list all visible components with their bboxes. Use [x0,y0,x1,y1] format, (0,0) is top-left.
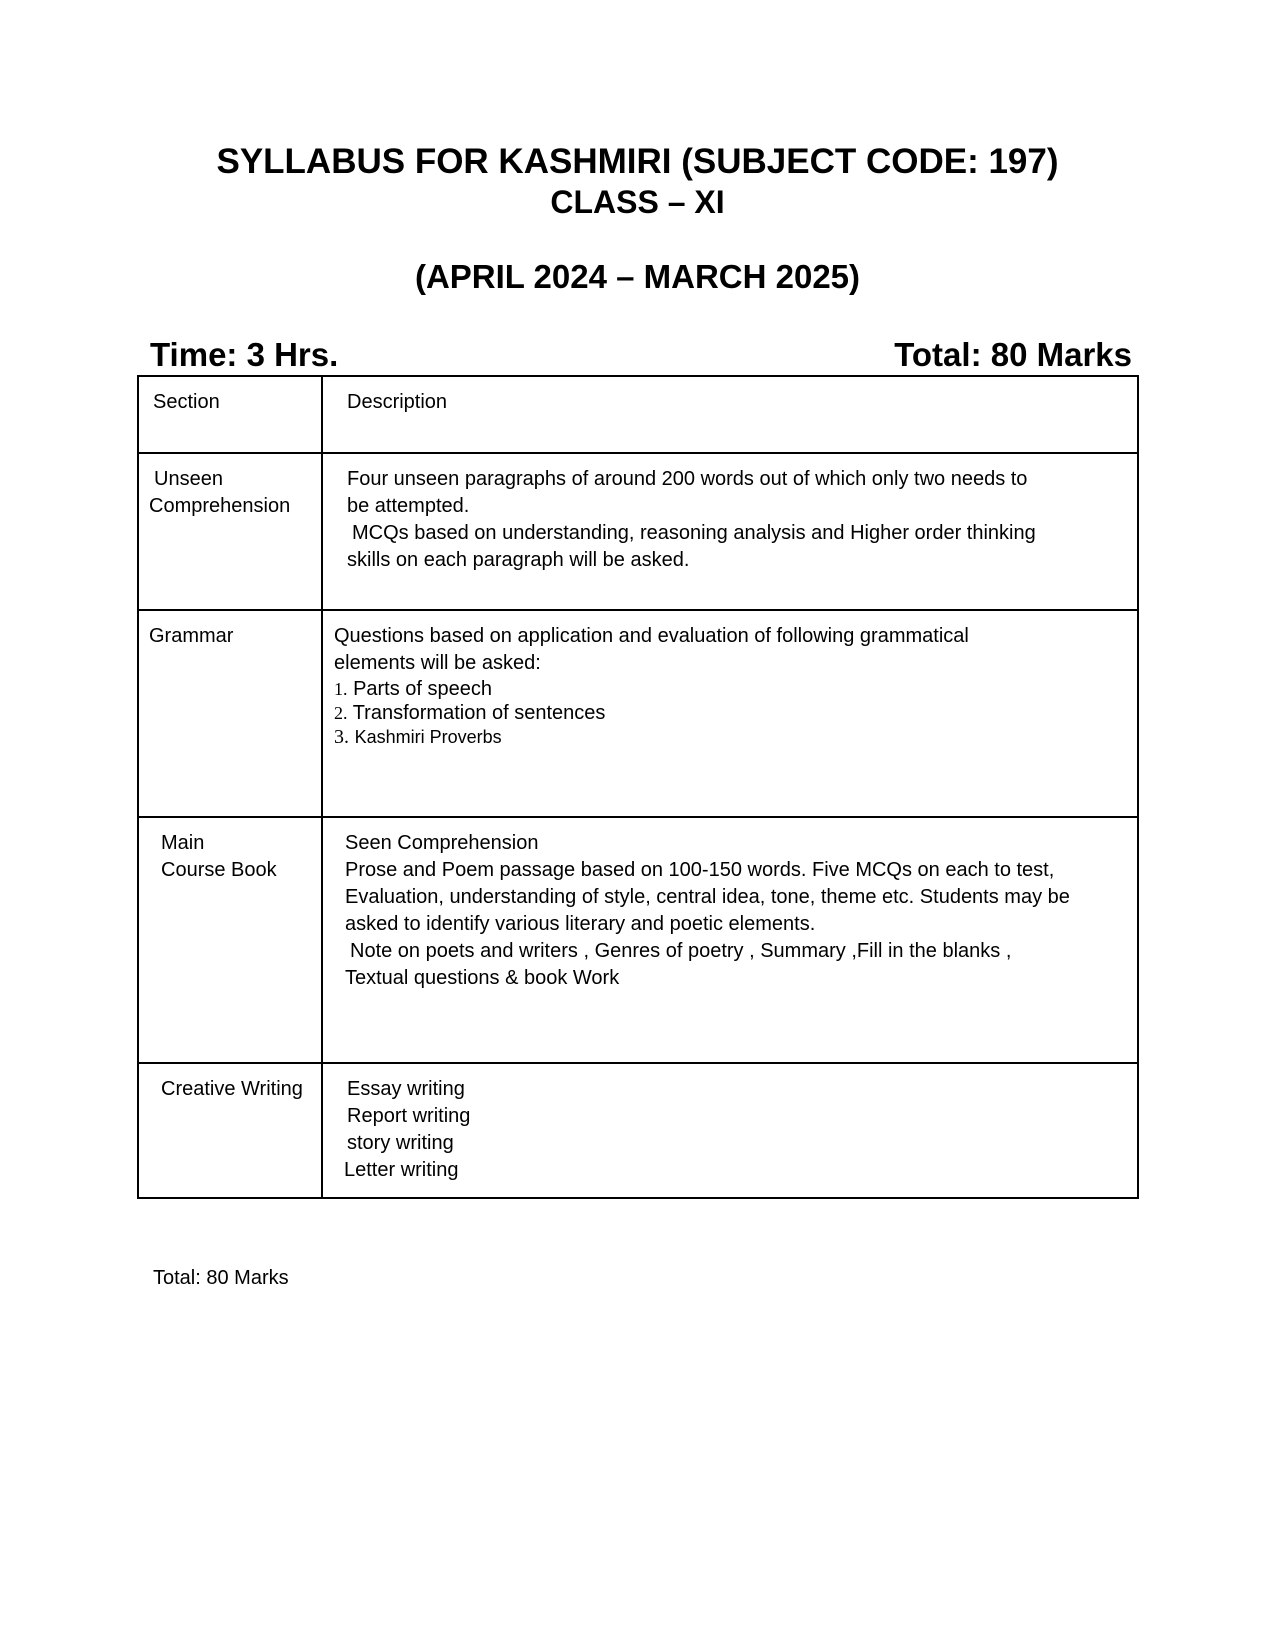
description-line: Seen Comprehension [345,832,539,854]
description-line: Note on poets and writers , Genres of poetry , Summary ,Fill in the blanks , [350,940,1012,962]
section-label: Course Book [161,859,277,881]
total-marks-label: Total: 80 Marks [894,336,1132,373]
footer-total-marks: Total: 80 Marks [153,1267,289,1289]
grammar-item [334,725,1117,749]
time-label: Time: 3 Hrs. [150,336,339,373]
description-line: Prose and Poem passage based on 100-150 words. Five MCQs on each to test, [345,859,1055,881]
section-cell [138,817,322,1063]
table-header-row [138,376,1138,453]
table-row [138,610,1138,817]
section-label: Grammar [149,625,234,647]
section-label: Creative Writing [161,1078,303,1100]
description-line: skills on each paragraph will be asked. [347,549,690,571]
syllabus-table [137,375,1139,1199]
description-cell [322,610,1138,817]
session-heading: (APRIL 2024 – MARCH 2025) [414,258,861,295]
description-line: elements will be asked: [334,652,541,674]
item-number: 3. [334,726,349,748]
description-line: Letter writing [344,1159,459,1181]
description-line: MCQs based on understanding, reasoning analysis and Higher order thinking [352,522,1036,544]
description-line: story writing [347,1132,454,1154]
table-row [138,817,1138,1063]
grammar-item [334,677,1117,701]
document-title: SYLLABUS FOR KASHMIRI (SUBJECT CODE: 197) [216,142,1059,181]
description-line: Questions based on application and evaluation of following grammatical [334,625,969,647]
item-text: Transformation of sentences [352,702,606,724]
section-cell [138,1063,322,1198]
section-cell [138,610,322,817]
description-line: asked to identify various literary and poetic elements. [345,913,816,935]
item-number: 1. [334,679,348,699]
item-text: Parts of speech [353,678,493,700]
description-cell [322,817,1138,1063]
section-label: Unseen [154,468,223,490]
section-label: Comprehension [149,495,291,517]
description-cell [322,453,1138,610]
header-description: Description [347,391,448,413]
grammar-item [334,701,1117,725]
class-heading: CLASS – XI [550,184,725,220]
table-row [138,1063,1138,1198]
header-description-cell [322,376,1138,453]
description-line: Four unseen paragraphs of around 200 words out of which only two needs to [347,468,1028,490]
description-line: Textual questions & book Work [345,967,620,989]
header-section: Section [153,391,220,413]
description-cell [322,1063,1138,1198]
description-line: be attempted. [347,495,470,517]
item-text: Kashmiri Proverbs [354,727,502,747]
section-cell [138,453,322,610]
description-line: Essay writing [347,1078,465,1100]
description-line: Report writing [347,1105,471,1127]
item-number: 2. [334,703,348,723]
section-label: Main [161,832,205,854]
header-section-cell [138,376,322,453]
table-row [138,453,1138,610]
description-line: Evaluation, understanding of style, central idea, tone, theme etc. Students may be [345,886,1070,908]
